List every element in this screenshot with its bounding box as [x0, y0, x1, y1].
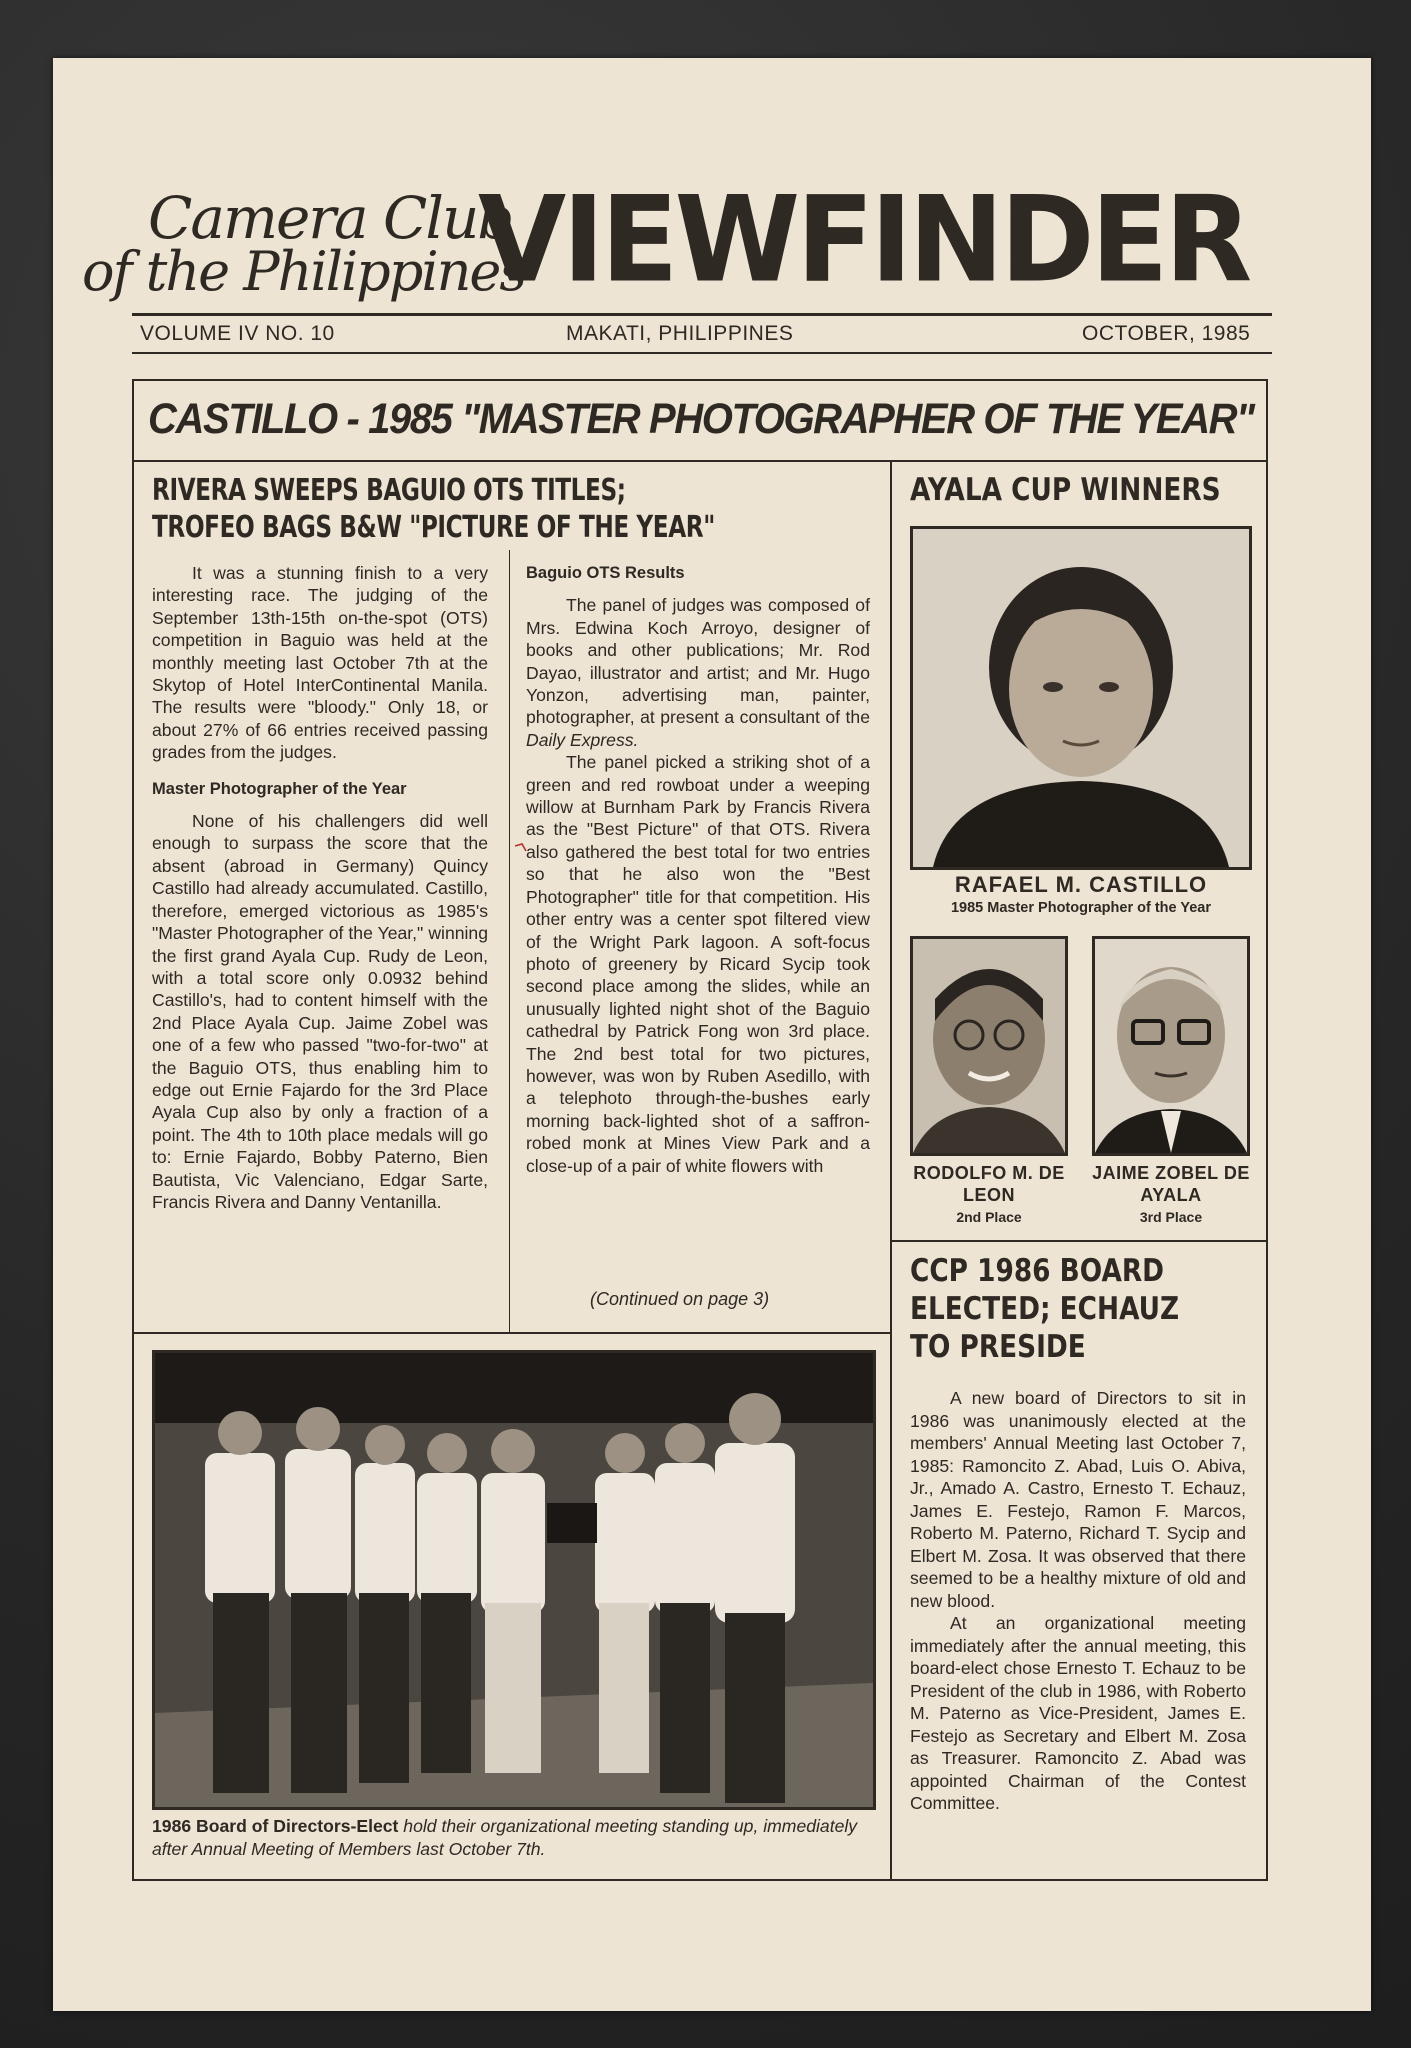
lead-story-title-line1: RIVERA SWEEPS BAGUIO OTS TITLES;: [152, 473, 626, 508]
winner2-name: RODOLFO M. DE LEON: [913, 1163, 1065, 1205]
masthead-rule-top: [132, 313, 1272, 316]
group-photo-caption: [152, 1815, 876, 1861]
club-logo: [82, 122, 526, 303]
ayala-cup-title: AYALA CUP WINNERS: [910, 472, 1221, 508]
board-story-column: [910, 1387, 1246, 1815]
lead-story-column-2: [526, 562, 870, 1177]
section-subhead: Master Photographer of the Year: [152, 779, 407, 798]
section-subhead: Baguio OTS Results: [526, 564, 685, 582]
article-paragraph: [526, 594, 870, 751]
pen-mark: [514, 843, 528, 852]
club-name-line1: Camera Club: [148, 184, 513, 252]
board-story-title: CCP 1986 BOARD ELECTED; ECHAUZ TO PRESIDE: [910, 1253, 1180, 1365]
group-photo: [152, 1350, 876, 1810]
caption-bold: 1986 Board of Directors-Elect: [152, 1816, 399, 1836]
newsletter-title: VIEWFINDER: [478, 170, 1249, 309]
masthead-rule-bottom: [132, 352, 1272, 354]
portrait-de-leon: [910, 936, 1068, 1156]
winner1-name: RAFAEL M. CASTILLO: [954, 872, 1208, 897]
continued-note: (Continued on page 3): [590, 1289, 770, 1309]
publication-place: MAKATI, PHILIPPINES: [566, 322, 794, 345]
portrait-zobel: [1092, 936, 1250, 1156]
article-paragraph: At an organizational meeting immediately after the annual meeting, this board-elect chose Ernesto T. Echauz to be President of the club in 1986, with Roberto M. Paterno as Vice-President, James E. Festejo as Secretary and Elbert M. Zosa as Treasurer. Ramoncito Z. Abad was appointed Chairman of the Contest Committee.: [910, 1613, 1246, 1813]
lead-story-title: [152, 472, 780, 546]
portrait-castillo: [910, 526, 1252, 870]
volume-number: VOLUME IV NO. 10: [140, 322, 335, 345]
section-divider-right: [891, 1240, 1266, 1242]
winner3-name: JAIME ZOBEL DE AYALA: [1092, 1163, 1250, 1205]
column-divider-middle: [509, 550, 510, 1332]
lead-story-column-1: [152, 562, 488, 1213]
caption-text: hold their organizational meeting standing up, immediately after Annual Meeting of Members last October 7th.: [152, 1816, 858, 1859]
article-paragraph: A new board of Directors to sit in 1986 was unanimously elected at the members' Annual Meeting last October 7, 1985: Ramoncito Z. Abad, Luis O. Abiva, Jr., Amado A. Castro, Ernesto T. Echauz, James E. Festejo, Ramon F. Marcos, Roberto M. Paterno, Richard T. Sycip and Elbert M. Zosa. It was observed that there seemed to be a healthy mixture of old and new blood.: [910, 1388, 1246, 1611]
article-paragraph: None of his challengers did well enough to surpass the score that the absent (abroad in Germany) Quincy Castillo had already accumulated. Castillo, therefore, emerged victorious as 1985's "Master Photographer of the Year," winning the first grand Ayala Cup. Rudy de Leon, with a total score only 0.0932 behind Castillo's, had to content himself with the 2nd Place Ayala Cup. Jaime Zobel was one of a few who passed "two-for-two" at the Baguio OTS, thus enabling him to edge out Ernie Fajardo for the 3rd Place Ayala Cup also by only a fraction of a point. The 4th to 10th place medals will go to: Ernie Fajardo, Bobby Paterno, Bien Bautista, Vic Valenciano, Edgar Sarte, Francis Rivera and Danny Ventanilla.: [152, 811, 488, 1212]
winner2-place: 2nd Place: [956, 1209, 1022, 1225]
lead-story-title-line2: TROFEO BAGS B&W "PICTURE OF THE YEAR": [152, 510, 715, 545]
newspaper-name: Daily Express.: [526, 729, 639, 750]
club-name-line2: of the Philippines: [82, 240, 526, 303]
column-divider-right: [890, 461, 892, 1879]
judges-text: The panel of judges was composed of Mrs. Edwina Koch Arroyo, designer of books and other publications; Mr. Rod Dayao, illustrator and artist; and Mr. Hugo Yonzon, advertising man, painter, photographer, at present a consultant of the: [526, 595, 870, 728]
article-paragraph: It was a stunning finish to a very interesting race. The judging of the September 13th-15th on-the-spot (OTS) competition in Baguio was held at the monthly meeting last October 7th at the Skytop of Hotel InterContinental Manila. The results were "bloody." Only 18, or about 27% of 66 entries received passing grades from the judges.: [152, 563, 488, 763]
winner1-title: 1985 Master Photographer of the Year: [950, 900, 1212, 916]
main-headline: CASTILLO - 1985 "MASTER PHOTOGRAPHER OF THE YEAR": [148, 395, 1254, 443]
publication-date: OCTOBER, 1985: [1082, 322, 1251, 345]
article-paragraph: The panel picked a striking shot of a green and red rowboat under a weeping willow at Burnham Park by Francis Rivera as the "Best Picture" of that OTS. Rivera also gathered the best total for two entries so that he also won the "Best Photographer" title for that competition. His other entry was a center spot filtered view of the Wright Park lagoon. A soft-focus photo of greenery by Ricard Sycip took second place among the slides, while an unusually lighted night shot of the Baguio cathedral by Patrick Fong won 3rd place. The 2nd best total for two pictures, however, was won by Ruben Asedillo, with a telephoto through-the-bushes early morning back-lighted shot of a saffron-robed monk at Mines View Park and a close-up of a pair of white flowers with: [526, 752, 870, 1176]
headline-rule: [134, 460, 1266, 462]
winner3-place: 3rd Place: [1139, 1209, 1203, 1225]
section-divider-left: [134, 1332, 891, 1334]
